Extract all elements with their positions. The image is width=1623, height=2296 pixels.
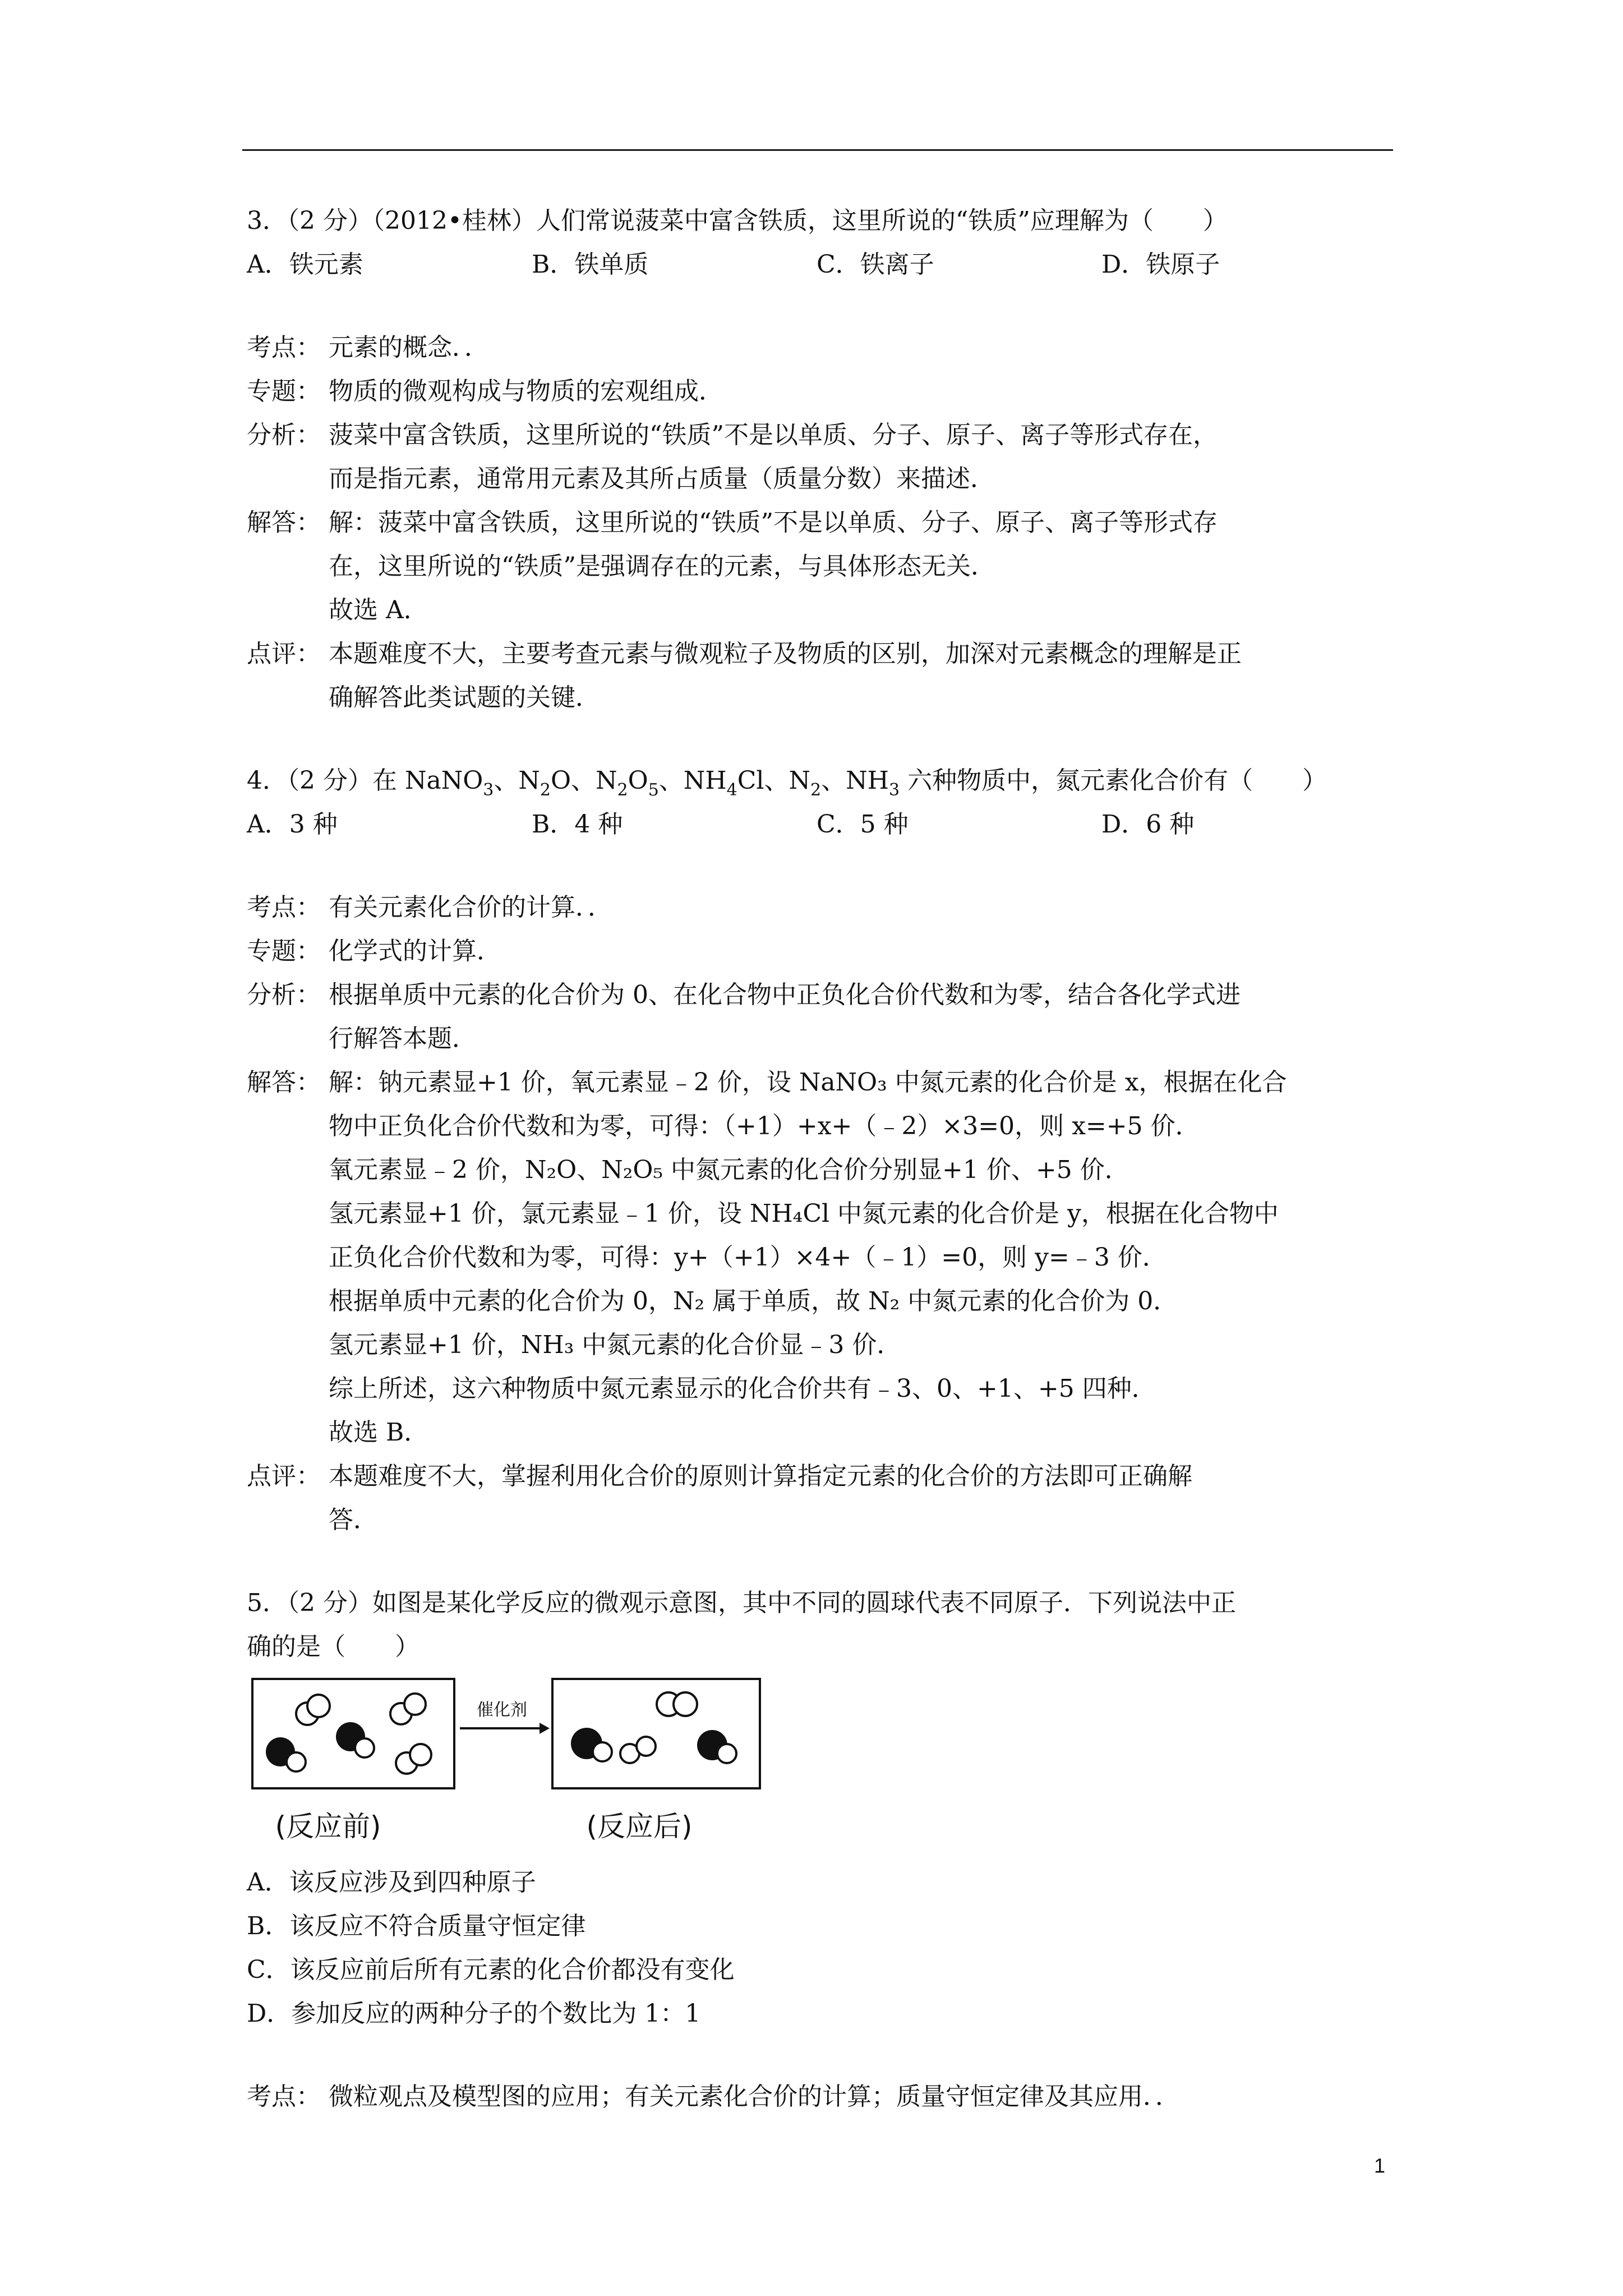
q3-zhuanti-text: 物质的微观构成与物质的宏观组成． xyxy=(329,377,723,406)
q3-dianping-label: 点评： xyxy=(247,639,321,668)
q4-dianping xyxy=(247,1455,1402,1542)
q4-jieda-line: 根据单质中元素的化合价为 0，N₂ 属于单质，故 N₂ 中氮元素的化合价为 0． xyxy=(329,1287,1178,1315)
page-content xyxy=(247,199,1402,2119)
q5-option-c: C．该反应前后所有元素的化合价都没有变化 xyxy=(247,1955,735,1984)
q3-dianping-line: 确解答此类试题的关键． xyxy=(329,683,600,712)
q3-dianping-line: 本题难度不大，主要考查元素与微观粒子及物质的区别，加深对元素概念的理解是正 xyxy=(329,639,1242,668)
q3-fenxi-label: 分析： xyxy=(247,421,321,449)
q3-option-a: A．铁元素 xyxy=(247,250,363,279)
q4-jieda-line: 物中正负化合价代数和为零，可得：（+1）+x+（﹣2）×3=0，则 x=+5 价． xyxy=(329,1112,1200,1140)
q4-fenxi-label: 分析： xyxy=(247,981,321,1009)
q4-option-d: D．6 种 xyxy=(1101,810,1195,839)
q5-option-a: A．该反应涉及到四种原子 xyxy=(247,1868,536,1897)
q3-stem: 3．（2 分）（2012•桂林）人们常说菠菜中富含铁质，这里所说的“铁质”应理解为（ ） xyxy=(247,206,1228,235)
q4-kaodian xyxy=(247,886,1402,930)
q4-fenxi-line: 根据单质中元素的化合价为 0、在化合物中正负化合价代数和为零，结合各化学式进 xyxy=(329,981,1241,1009)
q4-zhuanti xyxy=(247,930,1402,973)
q4-jieda-line: 解：钠元素显+1 价，氧元素显﹣2 价，设 NaNO₃ 中氮元素的化合价是 x，根据在化合 xyxy=(329,1068,1287,1097)
q4-zhuanti-label: 专题： xyxy=(247,937,321,965)
q4-jieda xyxy=(247,1061,1402,1455)
q3-jieda-line: 在，这里所说的“铁质”是强调存在的元素，与具体形态无关． xyxy=(329,552,995,581)
q3-zhuanti-label: 专题： xyxy=(247,377,321,406)
q3-kaodian xyxy=(247,326,1402,370)
reaction-diagram-svg xyxy=(247,1673,774,1853)
q3-zhuanti xyxy=(247,370,1402,413)
q4-jieda-line: 正负化合价代数和为零，可得：y+（+1）×4+（﹣1）=0，则 y=﹣3 价． xyxy=(329,1243,1167,1272)
q4-jieda-label: 解答： xyxy=(247,1068,321,1097)
q3-jieda-line: 解：菠菜中富含铁质，这里所说的“铁质”不是以单质、分子、原子、离子等形式存 xyxy=(329,508,1218,537)
q3-fenxi xyxy=(247,413,1402,501)
q5-option-b: B．该反应不符合质量守恒定律 xyxy=(247,1912,586,1940)
q4-jieda-line: 氢元素显+1 价，氯元素显﹣1 价，设 NH₄Cl 中氮元素的化合价是 y，根据在化合物中 xyxy=(329,1199,1279,1228)
q4-jieda-line: 氢元素显+1 价，NH₃ 中氮元素的化合价显﹣3 价． xyxy=(329,1331,902,1359)
q4-zhuanti-text: 化学式的计算． xyxy=(329,937,501,965)
q4-jieda-line: 氧元素显﹣2 价，N₂O、N₂O₅ 中氮元素的化合价分别显+1 价、+5 价． xyxy=(329,1156,1129,1184)
q3-option-d: D．铁原子 xyxy=(1101,250,1220,279)
q4-stem-prefix: 4．（2 分）在 NaNO xyxy=(247,766,483,795)
q3-options xyxy=(247,243,1402,287)
after-caption: (反应后) xyxy=(586,1810,693,1843)
q4-option-b: B．4 种 xyxy=(532,810,623,839)
q4-jieda-line: 故选 B． xyxy=(329,1418,429,1447)
q3-kaodian-text: 元素的概念．． xyxy=(329,333,489,362)
q4-stem-rest: 六种物质中，氮元素化合价有（ ） xyxy=(907,766,1327,795)
q5-stem-line: 确的是（ ） xyxy=(247,1632,419,1661)
q4-dianping-label: 点评： xyxy=(247,1462,321,1490)
before-caption: (反应前) xyxy=(275,1810,381,1843)
header-rule xyxy=(242,149,1393,151)
q3-option-c: C．铁离子 xyxy=(817,250,934,279)
q4-fenxi xyxy=(247,973,1402,1061)
q3-dianping xyxy=(247,632,1402,720)
q3-jieda-label: 解答： xyxy=(247,508,321,537)
q5-kaodian-label: 考点： xyxy=(247,2082,321,2111)
q5-kaodian-text: 微粒观点及模型图的应用；有关元素化合价的计算；质量守恒定律及其应用．． xyxy=(329,2082,1180,2111)
catalyst-label: 催化剂 xyxy=(477,1700,527,1720)
q4-option-a: A．3 种 xyxy=(247,810,338,839)
q3-fenxi-line: 菠菜中富含铁质，这里所说的“铁质”不是以单质、分子、原子、离子等形式存在， xyxy=(329,421,1218,449)
q3-kaodian-label: 考点： xyxy=(247,333,321,362)
q4-options xyxy=(247,803,1402,846)
reaction-diagram xyxy=(247,1673,1402,1853)
q4-kaodian-text: 有关元素化合价的计算．． xyxy=(329,893,612,922)
q4-kaodian-label: 考点： xyxy=(247,893,321,922)
page-number: 1 xyxy=(1374,2154,1386,2177)
q4-jieda-line: 综上所述，这六种物质中氮元素显示的化合价共有﹣3、0、+1、+5 四种． xyxy=(329,1374,1156,1403)
q4-dianping-line: 本题难度不大，掌握利用化合价的原则计算指定元素的化合价的方法即可正确解 xyxy=(329,1462,1192,1490)
q4-stem: 4．（2 分）在 NaNO$_3$、$N_2O$、$N_2O_5$、$NH_4Cl$、$N_2$、$NH_3$ 六种物质中，氮元素化合价有（ ） xyxy=(247,766,1327,800)
q5-stem-line: 5．（2 分）如图是某化学反应的微观示意图，其中不同的圆球代表不同原子．下列说法中正 xyxy=(247,1589,1236,1617)
q3-fenxi-line: 而是指元素，通常用元素及其所占质量（质量分数）来描述． xyxy=(329,464,995,493)
q3-option-b: B．铁单质 xyxy=(532,250,649,279)
q4-fenxi-line: 行解答本题． xyxy=(329,1024,477,1053)
q3-jieda-line: 故选 A． xyxy=(329,596,428,624)
q3-jieda xyxy=(247,501,1402,632)
q4-option-c: C．5 种 xyxy=(817,810,909,839)
q4-dianping-line: 答． xyxy=(329,1506,378,1534)
q5-option-d: D．参加反应的两种分子的个数比为 1：1 xyxy=(247,1999,701,2028)
q5-kaodian xyxy=(247,2075,1402,2119)
